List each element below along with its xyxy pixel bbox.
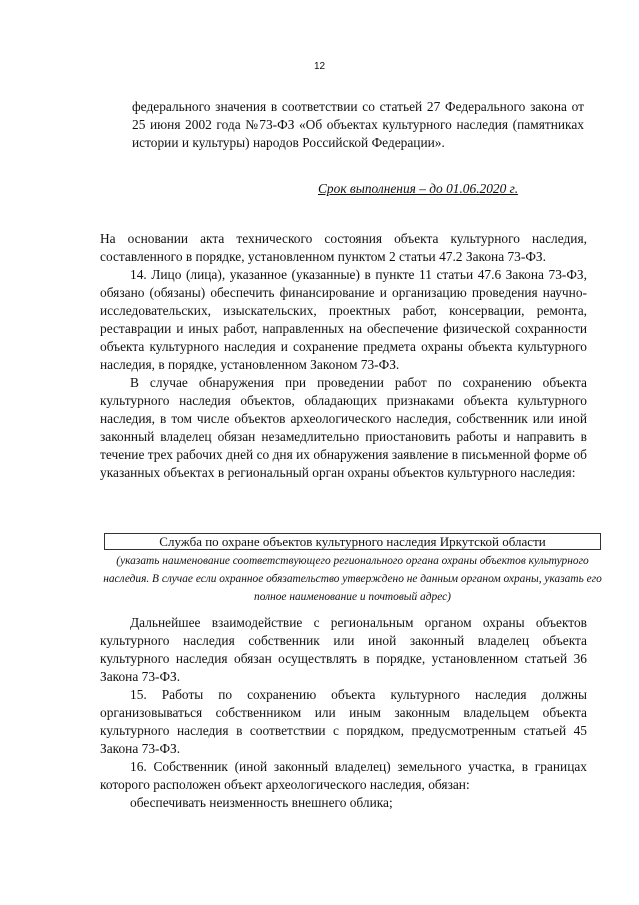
item-16: 16. Собственник (иной законный владелец) земельного участка, в границах которого расположен объект археологического наследия, обязан: bbox=[100, 759, 587, 792]
interaction-paragraph: Дальнейшее взаимодействие с региональным органом охраны объектов культурного наследия собственник или иной законный владелец объекта культурного наследия обязан осуществлять в порядке, установленном статьей 36 Закона 73-ФЗ. bbox=[100, 615, 587, 684]
item-16-sub: обеспечивать неизменность внешнего облика; bbox=[130, 795, 393, 810]
top-paragraph-block bbox=[132, 98, 584, 152]
agency-name: Служба по охране объектов культурного наследия Иркутской области bbox=[159, 534, 546, 549]
deadline: Срок выполнения – до 01.06.2020 г. bbox=[318, 181, 519, 196]
lower-text-block bbox=[100, 614, 587, 812]
page-number: 12 bbox=[313, 61, 326, 72]
agency-note: (указать наименование соответствующего регионального органа охраны объектов культурного наследия. В случае если охранное обязательство утверждено не данным органом охраны, указать его полное наименование и почтовый адрес) bbox=[103, 555, 602, 603]
top-paragraph: федерального значения в соответствии со статьей 27 Федерального закона от 25 июня 2002 года №73-ФЗ «Об объектах культурного наследия (памятниках истории и культуры) народов Российской Федерации». bbox=[132, 99, 584, 150]
agency-name-box bbox=[104, 533, 601, 550]
item-15: 15. Работы по сохранению объекта культурного наследия должны организовываться собственником или иным законным владельцем объекта культурного наследия в соответствии с порядком, предусмотренным статьей 45 Закона 73-ФЗ. bbox=[100, 687, 587, 756]
item-14: 14. Лицо (лица), указанное (указанные) в пункте 11 статьи 47.6 Закона 73-ФЗ, обязано (обязаны) обеспечить финансирование и организацию проведения научно-исследовательских, изыскательских, проектных работ, консервации, ремонта, реставрации и иных работ, направленных на обеспечение физической сохранности объекта культурного наследия и сохранение предмета охраны объекта культурного наследия, в порядке, установленном Законом 73-ФЗ. bbox=[100, 267, 587, 372]
basis-paragraph: На основании акта технического состояния объекта культурного наследия, составленного в порядке, установленном пунктом 2 статьи 47.2 Закона 73-ФЗ. bbox=[100, 231, 587, 264]
discovery-paragraph: В случае обнаружения при проведении работ по сохранению объекта культурного наследия объектов, обладающих признаками объекта культурного наследия, в том числе объектов археологического наследия, собственник или иной законный владелец обязан незамедлительно приостановить работы и направить в течение трех рабочих дней со дня их обнаружения заявление в письменной форме об указанных объектах в региональный орган охраны объектов культурного наследия: bbox=[100, 375, 587, 480]
main-text-block bbox=[100, 230, 587, 482]
